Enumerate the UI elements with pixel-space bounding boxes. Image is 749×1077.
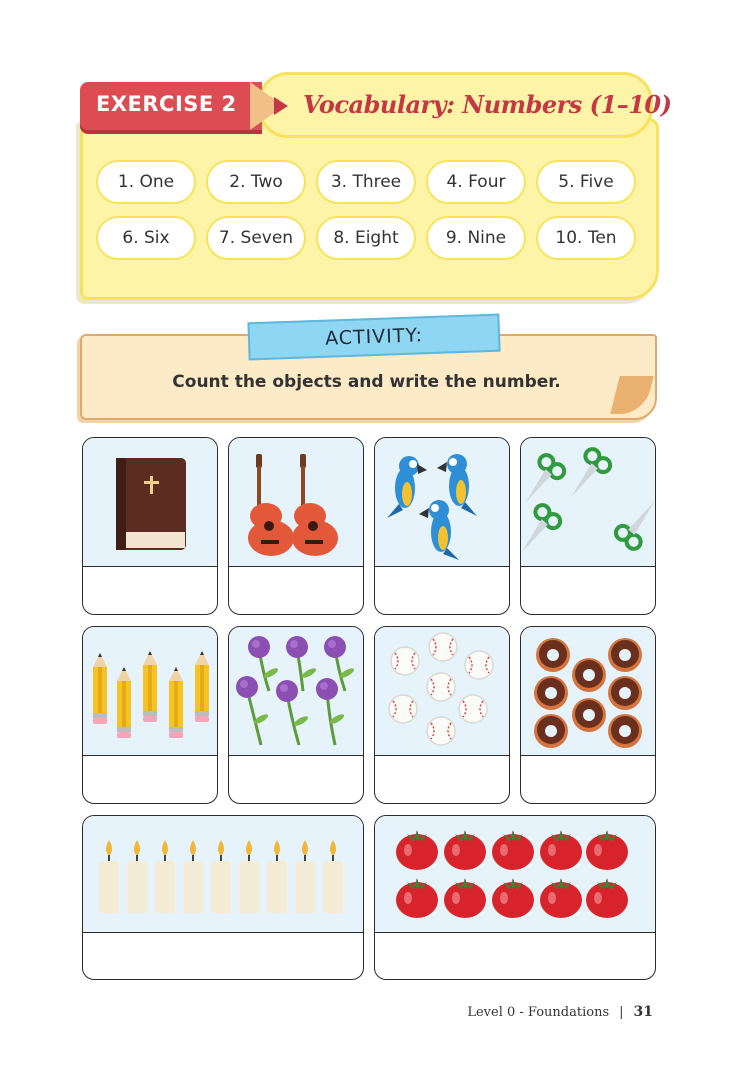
count-card-pencil xyxy=(82,626,218,804)
exercise-badge-label: EXERCISE 2 xyxy=(96,92,237,116)
count-card-donut xyxy=(520,626,656,804)
card-picture xyxy=(229,438,363,567)
page-footer xyxy=(467,1004,653,1020)
baseball-icon xyxy=(375,627,509,755)
card-picture xyxy=(83,438,217,567)
exercise-title: Vocabulary: Numbers (1–10) xyxy=(303,90,672,119)
count-card-tomato xyxy=(374,815,656,980)
count-card-candle xyxy=(82,815,364,980)
card-picture xyxy=(229,627,363,756)
answer-box[interactable] xyxy=(375,566,509,614)
count-card-scissors xyxy=(520,437,656,615)
card-picture xyxy=(375,438,509,567)
word-chip-seven: 7. Seven xyxy=(206,216,306,260)
word-chip-one: 1. One xyxy=(96,160,196,204)
word-chip-eight: 8. Eight xyxy=(316,216,416,260)
answer-box[interactable] xyxy=(83,755,217,803)
card-picture xyxy=(521,438,655,567)
flower-icon xyxy=(229,627,363,755)
count-card-flower xyxy=(228,626,364,804)
activity-label: ACTIVITY: xyxy=(324,324,424,350)
page-number: 31 xyxy=(633,1004,653,1020)
card-picture xyxy=(83,816,363,933)
candle-icon xyxy=(83,816,363,932)
scissors-icon xyxy=(521,438,655,566)
word-chip-three: 3. Three xyxy=(316,160,416,204)
donut-icon xyxy=(521,627,655,755)
footer-separator: | xyxy=(619,1005,624,1020)
pencil-lead-icon xyxy=(274,97,288,115)
count-card-guitar xyxy=(228,437,364,615)
answer-box[interactable] xyxy=(375,932,655,979)
parrot-icon xyxy=(375,438,509,566)
answer-box[interactable] xyxy=(521,566,655,614)
bible-icon xyxy=(83,438,217,566)
answer-box[interactable] xyxy=(229,755,363,803)
word-chip-two: 2. Two xyxy=(206,160,306,204)
guitar-icon xyxy=(229,438,363,566)
answer-box[interactable] xyxy=(521,755,655,803)
count-card-parrot xyxy=(374,437,510,615)
word-chip-six: 6. Six xyxy=(96,216,196,260)
card-picture xyxy=(375,627,509,756)
count-card-bible xyxy=(82,437,218,615)
answer-box[interactable] xyxy=(375,755,509,803)
answer-box[interactable] xyxy=(83,566,217,614)
answer-box[interactable] xyxy=(83,932,363,979)
vocabulary-word-list xyxy=(96,160,640,260)
tomato-icon xyxy=(375,816,655,932)
word-chip-ten: 10. Ten xyxy=(536,216,636,260)
count-card-baseball xyxy=(374,626,510,804)
card-picture xyxy=(375,816,655,933)
book-title: Level 0 - Foundations xyxy=(467,1005,610,1020)
answer-box[interactable] xyxy=(229,566,363,614)
card-picture xyxy=(83,627,217,756)
word-chip-four: 4. Four xyxy=(426,160,526,204)
activity-instruction: Count the objects and write the number. xyxy=(172,372,561,392)
word-chip-five: 5. Five xyxy=(536,160,636,204)
card-picture xyxy=(521,627,655,756)
pencil-icon xyxy=(83,627,217,755)
word-chip-nine: 9. Nine xyxy=(426,216,526,260)
exercise-badge xyxy=(80,82,262,130)
